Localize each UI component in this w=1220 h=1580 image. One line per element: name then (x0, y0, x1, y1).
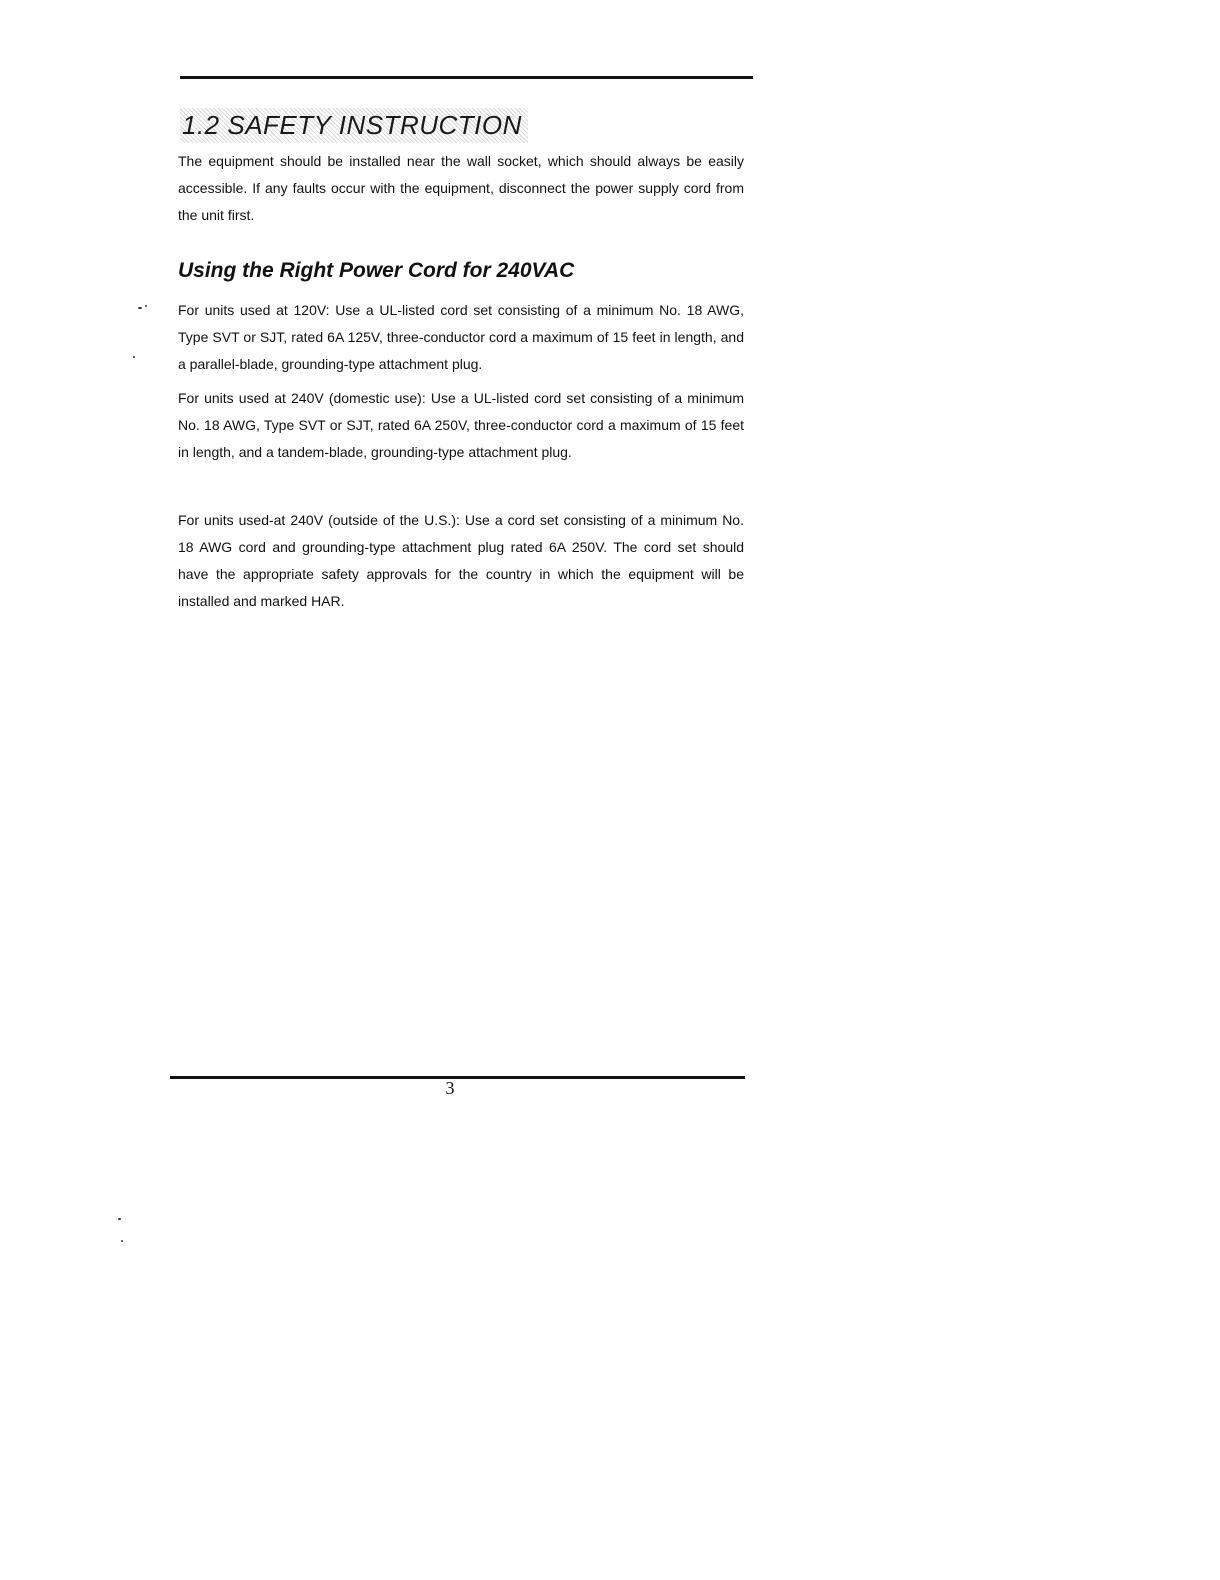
scan-speck (138, 307, 142, 309)
paragraph-120v: For units used at 120V: Use a UL-listed cord set consisting of a minimum No. 18 AWG, Type SVT or SJT, rated 6A 125V, three-conductor cord a maximum of 15 feet in length, and a parallel-blade, grounding-type attachment plug. (178, 302, 744, 372)
top-rule (180, 76, 753, 79)
intro-paragraph: The equipment should be installed near the wall socket, which should always be easily accessible. If any faults occur with the equipment, disconnect the power supply cord from the unit first. (178, 153, 744, 223)
paragraph-240v-outside-us: For units used-at 240V (outside of the U.S.): Use a cord set consisting of a minimum No. 18 AWG cord and grounding-type attachment plug rated 6A 250V. The cord set should have the appropriate safety approvals for the country in which the equipment will be installed and marked HAR. (178, 512, 744, 609)
paragraph-240v-domestic: For units used at 240V (domestic use): Use a UL-listed cord set consisting of a minimum No. 18 AWG, Type SVT or SJT, rated 6A 250V, three-conductor cord a maximum of 15 feet in length, and a tandem-blade, grounding-type attachment plug. (178, 390, 744, 460)
section-title: 1.2 SAFETY INSTRUCTION (180, 108, 528, 143)
scan-speck (118, 1218, 121, 1220)
scan-speck (133, 356, 135, 358)
power-cord-heading: Using the Right Power Cord for 240VAC (178, 259, 575, 282)
scan-speck (121, 1240, 123, 1242)
page-number: 3 (445, 1078, 455, 1098)
scan-speck (145, 305, 147, 307)
